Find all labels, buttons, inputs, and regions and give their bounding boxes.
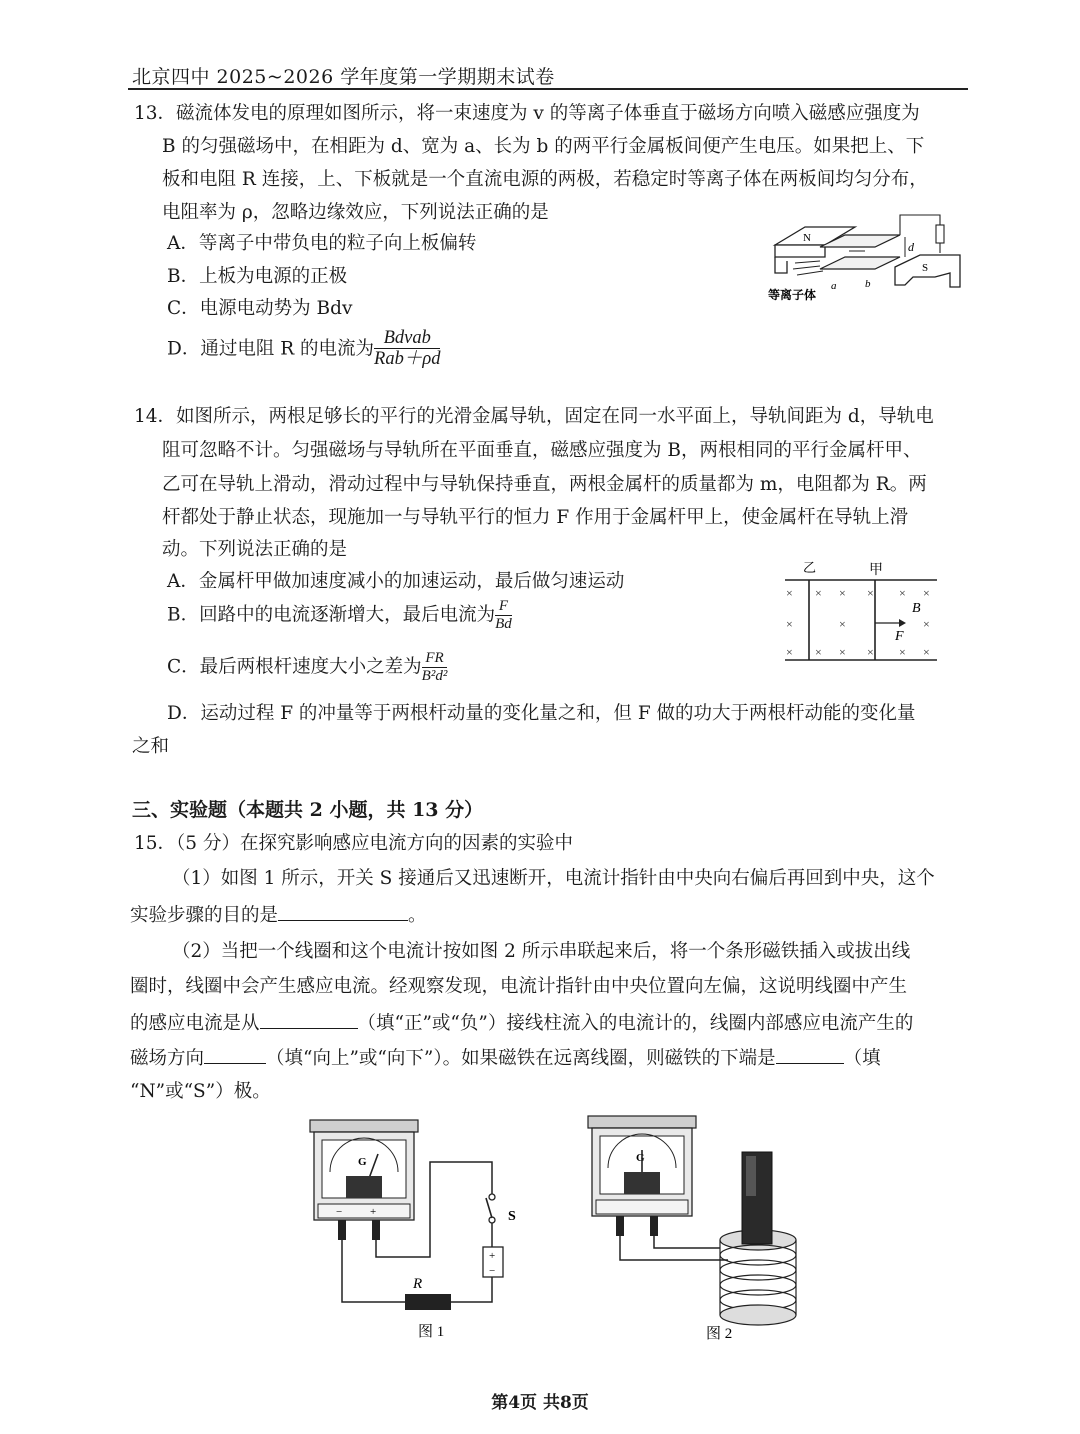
q15-p2-line4 [130, 1045, 881, 1071]
plasma-arrow-3 [797, 271, 823, 275]
q13-line4: 电阻率为 ρ，忽略边缘效应，下列说法正确的是 [162, 202, 549, 223]
svg-text:×: × [815, 586, 822, 600]
galvanometer-top-bar [310, 1120, 418, 1132]
svg-text:×: × [839, 617, 846, 631]
terminal-minus-label: − [336, 1206, 343, 1218]
figure-2-caption: 图 2 [706, 1326, 733, 1342]
force-arrow-head [899, 619, 906, 627]
plasma-caption: 等离子体 [768, 288, 817, 302]
q15-p1-line1: （1）如图 1 所示，开关 S 接通后又迅速断开，电流计指针由中央向右偏后再回到中央，这个 [172, 868, 935, 889]
q14-line3: 乙可在导轨上滑动，滑动过程中与导轨保持垂直，两根金属杆的质量都为 m，电阻都为 R。两 [162, 474, 927, 495]
switch-label: S [508, 1209, 516, 1224]
q14-line1: 14．如图所示，两根足够长的平行的光滑金属导轨，固定在同一水平面上，导轨间距为 d，导轨电 [134, 406, 934, 427]
wire-left [342, 1240, 405, 1302]
bar-magnet-highlight [746, 1156, 756, 1196]
q14-option-b-denominator: Bd [495, 615, 512, 632]
page-header: 北京四中 2025~2026 学年度第一学期期末试卷 [132, 66, 555, 88]
n-magnet-leg [775, 257, 787, 273]
q14-rails-figure [775, 558, 945, 670]
q14-option-c-numerator: FR [422, 650, 448, 668]
label-a: a [831, 280, 837, 292]
terminal-plus [372, 1220, 380, 1240]
q15-p2-line1: （2）当把一个线圈和这个电流计按如图 2 所示串联起来后，将一个条形磁铁插入或拔出线 [172, 941, 911, 962]
galvanometer-magnet [346, 1176, 382, 1198]
q14-line4: 杆都处于静止状态，现施加一与导轨平行的恒力 F 作用于金属杆甲上，使金属杆在导轨上滑 [162, 507, 909, 528]
lower-plate [820, 257, 900, 269]
wire-top [900, 215, 940, 235]
q15-p2-line2: 圈时，线圈中会产生感应电流。经观察发现，电流计指针由中央位置向左偏，这说明线圈中产生 [130, 976, 908, 997]
q14-option-c-denominator: B²d² [421, 667, 448, 684]
q15-p2-line3-rest: （填“正”或“负”）接线柱流入的电流计的，线圈内部感应电流产生的 [357, 1013, 914, 1034]
answer-blank-1[interactable] [278, 902, 408, 921]
q14-option-d-line2: 之和 [132, 736, 170, 757]
galvanometer-2-terminal-right [650, 1216, 658, 1236]
svg-text:×: × [786, 617, 793, 631]
q15-p2-line4-mid: （填“向上”或“向下”）。如果磁铁在远离线圈，则磁铁的下端是 [266, 1048, 776, 1069]
q13-mhd-generator-figure [765, 205, 965, 310]
svg-text:×: × [839, 586, 846, 600]
label-b-field: B [912, 601, 921, 616]
terminal-plus-label: + [370, 1206, 377, 1218]
q15-p2-line3-text: 的感应电流是从 [130, 1013, 260, 1034]
label-b: b [865, 278, 871, 290]
q14-option-b-fraction [495, 598, 512, 633]
q13-option-d-numerator: Bdvab [374, 328, 440, 349]
n-magnet-front [775, 245, 825, 257]
q13-option-b: B．上板为电源的正极 [167, 266, 348, 287]
q14-line5: 动。下列说法正确的是 [162, 539, 348, 560]
galvanometer-2-g-label: G [636, 1152, 645, 1164]
q14-option-d-line1: D．运动过程 F 的冲量等于两根杆动量的变化量之和，但 F 做的功大于两根杆动能的变化量 [167, 703, 916, 724]
svg-text:×: × [923, 586, 930, 600]
wire-2-right [654, 1236, 720, 1248]
svg-text:×: × [867, 586, 874, 600]
svg-text:×: × [786, 586, 793, 600]
q13-option-d [167, 328, 440, 371]
q15-p1-line2-end: 。 [408, 905, 427, 926]
svg-text:×: × [899, 586, 906, 600]
plasma-arrow-2 [793, 266, 820, 269]
svg-text:×: × [923, 645, 930, 659]
plasma-arrow-1 [795, 261, 820, 263]
resistor [936, 225, 944, 243]
label-s: S [922, 262, 929, 274]
section-3-title: 三、实验题（本题共 2 小题，共 13 分） [132, 799, 484, 821]
battery-plus: + [489, 1250, 496, 1262]
q13-option-a: A．等离子中带负电的粒子向上板偏转 [167, 233, 477, 254]
terminal-minus [338, 1220, 346, 1240]
q14-option-c-prefix: C．最后两根杆速度大小之差为 [167, 656, 422, 678]
answer-blank-3[interactable] [204, 1045, 266, 1064]
label-jia: 甲 [869, 563, 883, 578]
figure-1-caption: 图 1 [418, 1324, 445, 1340]
label-force: F [895, 629, 904, 644]
q15-p1-line2-text: 实验步骤的目的是 [130, 905, 279, 926]
page-footer: 第4页 共8页 [491, 1393, 589, 1413]
q14-option-b-prefix: B．回路中的电流逐渐增大，最后电流为 [167, 604, 496, 626]
q14-line2: 阻可忽略不计。匀强磁场与导轨所在平面垂直，磁感应强度为 B，两根相同的平行金属杆甲、 [162, 440, 922, 461]
resistor-r [405, 1294, 451, 1310]
q14-option-c-fraction [422, 650, 448, 685]
svg-text:×: × [899, 645, 906, 659]
galvanometer-2-top-bar [588, 1116, 696, 1128]
q14-option-b [167, 598, 512, 633]
q15-p2-line4-text: 磁场方向 [130, 1048, 205, 1069]
q15-p2-line5: “N”或“S”）极。 [130, 1081, 271, 1102]
figure-1 [300, 1112, 540, 1352]
wire-bottom-right [451, 1277, 492, 1302]
switch-contact-high [489, 1194, 495, 1200]
q14-option-a: A．金属杆甲做加速度减小的加速运动，最后做匀速运动 [167, 571, 625, 592]
galvanometer-2-terminal-left [616, 1216, 624, 1236]
magnetic-field-crosses [786, 586, 930, 659]
figure-2 [578, 1110, 818, 1350]
header-rule [128, 88, 968, 90]
q13-line2: B 的匀强磁场中，在相距为 d、宽为 a、长为 b 的两平行金属板间便产生电压。如果把上、下 [162, 136, 925, 157]
q13-option-d-denominator: Rab＋ρd [374, 349, 441, 370]
terminal-strip [318, 1204, 410, 1218]
galvanometer-2-terminal-strip [596, 1200, 688, 1214]
q15-p2-line4-end: （填 [843, 1048, 881, 1069]
svg-text:×: × [786, 645, 793, 659]
q15-p1-line2 [130, 902, 427, 928]
svg-text:×: × [815, 645, 822, 659]
answer-blank-4[interactable] [776, 1045, 844, 1064]
q15-line1: 15．（5 分）在探究影响感应电流方向的因素的实验中 [134, 833, 573, 854]
q13-option-d-fraction [374, 328, 440, 371]
answer-blank-2[interactable] [260, 1010, 358, 1029]
label-n: N [803, 232, 811, 244]
q13-line3: 板和电阻 R 连接，上、下板就是一个直流电源的两极，若稳定时等离子体在两板间均匀分布， [162, 169, 928, 190]
q13-option-c: C．电源电动势为 Bdv [167, 298, 353, 319]
q14-option-b-numerator: F [495, 598, 512, 616]
q14-option-c [167, 650, 447, 685]
svg-text:×: × [839, 645, 846, 659]
switch-lever [486, 1198, 492, 1218]
svg-text:×: × [923, 617, 930, 631]
label-yi: 乙 [803, 560, 817, 575]
q13-option-d-prefix: D．通过电阻 R 的电流为 [167, 338, 375, 360]
svg-text:×: × [867, 645, 874, 659]
galvanometer-g-label: G [358, 1156, 367, 1168]
q15-p2-line3 [130, 1010, 913, 1036]
label-r: R [413, 1276, 423, 1292]
q13-line1: 13．磁流体发电的原理如图所示，将一束速度为 v 的等离子体垂直于磁场方向喷入磁感应强度为 [134, 103, 920, 124]
battery-minus: − [489, 1265, 496, 1277]
galvanometer-2-magnet [624, 1172, 660, 1194]
label-d: d [908, 240, 914, 254]
